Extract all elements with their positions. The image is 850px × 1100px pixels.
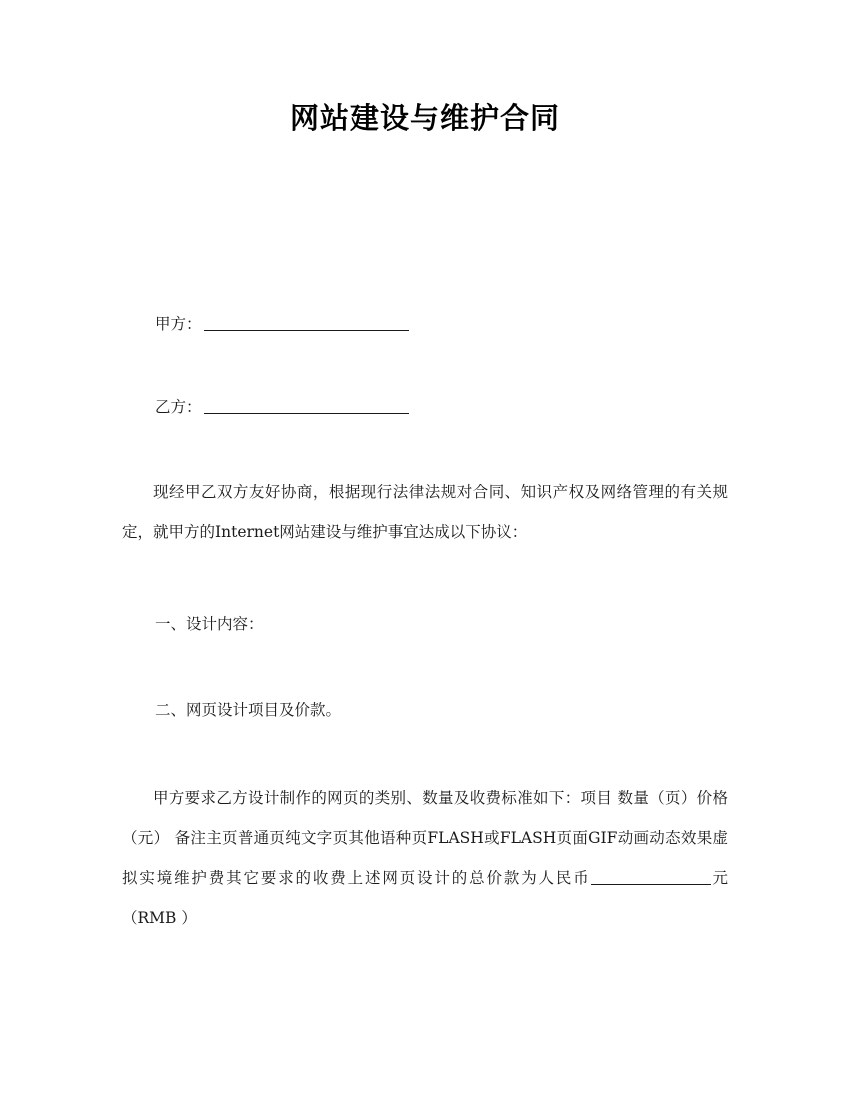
page-title: 网站建设与维护合同 [289, 101, 560, 135]
party-a-label: 甲方： [155, 315, 202, 333]
pricing-paragraph-currency: 元（RMB ） [122, 869, 728, 927]
pricing-paragraph-text: 甲方要求乙方设计制作的网页的类别、数量及收费标准如下：项目 数量（页）价格（元） 备注主页普通页纯文字页其他语种页FLASH或FLASH页面GIF动画动态效果虚拟实境维护费其它要求的收费上述网页设计的总价款为人民币 [122, 789, 728, 887]
party-a-field [155, 312, 409, 336]
party-b-field [155, 395, 409, 419]
section-heading-pricing: 二、网页设计项目及价款。 [155, 701, 342, 719]
intro-paragraph: 现经甲乙双方友好协商，根据现行法律法规对合同、知识产权及网络管理的有关规定，就甲方的Internet网站建设与维护事宜达成以下协议： [122, 483, 728, 541]
section-heading-design-content: 一、设计内容： [155, 615, 264, 633]
pricing-paragraph [122, 778, 728, 938]
party-b-blank[interactable] [204, 398, 409, 414]
party-b-label: 乙方： [155, 398, 202, 416]
party-a-blank[interactable] [204, 315, 409, 331]
total-amount-blank[interactable] [591, 870, 711, 885]
